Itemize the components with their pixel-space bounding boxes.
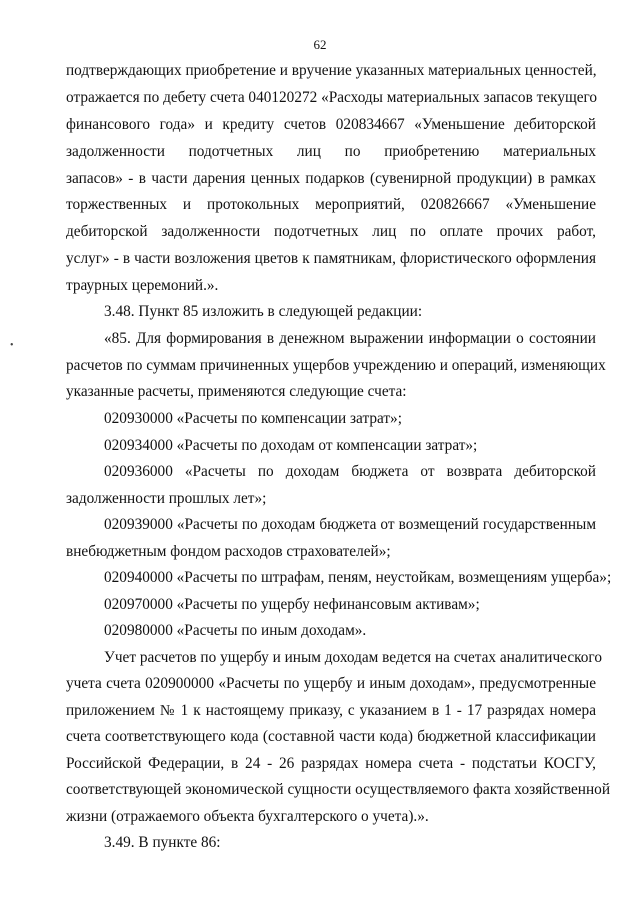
text-line: жизни (отражаемого объекта бухгалтерского о учета).». <box>66 808 429 825</box>
text-line: внебюджетным фондом расходов страхователей»; <box>66 543 391 560</box>
text-line: соответствующей экономической сущности осуществляемого факта хозяйственной <box>66 781 611 798</box>
account-line: 020980000 «Расчеты по иным доходам». <box>104 622 367 639</box>
account-line: 020936000 «Расчеты по доходам бюджета от возврата дебиторской <box>104 463 596 480</box>
scan-dot: • <box>10 340 14 351</box>
text-line: счета соответствующего кода (составной части кода) бюджетной классификации <box>66 728 596 745</box>
text-line: Учет расчетов по ущербу и иным доходам ведется на счетах аналитического <box>104 649 602 666</box>
text-line: приложением № 1 к настоящему приказу, с указанием в 1 - 17 разрядах номера <box>66 702 596 719</box>
text-line: задолженности подотчетных лиц по приобретению материальных <box>66 143 596 160</box>
section-heading: 3.49. В пункте 86: <box>104 834 221 851</box>
text-line: подтверждающих приобретение и вручение указанных материальных ценностей, <box>66 62 597 79</box>
text-line: учета счета 020900000 «Расчеты по ущербу и иным доходам», предусмотренные <box>66 675 596 692</box>
page-number: 62 <box>313 37 327 52</box>
text-line: Российской Федерации, в 24 - 26 разрядах номера счета - подстатьи КОСГУ, <box>66 755 596 772</box>
account-line: 020939000 «Расчеты по доходам бюджета от возмещений государственным <box>104 516 596 533</box>
text-line: запасов» - в части дарения ценных подарков (сувенирной продукции) в рамках <box>66 170 596 187</box>
section-heading: 3.48. Пункт 85 изложить в следующей редакции: <box>104 303 423 320</box>
text-line: финансового года» и кредиту счетов 020834667 «Уменьшение дебиторской <box>66 116 596 133</box>
text-line: расчетов по суммам причиненных ущербов учреждению и операций, изменяющих <box>66 357 606 374</box>
account-line: 020934000 «Расчеты по доходам от компенсации затрат»; <box>104 437 478 454</box>
text-line: торжественных и протокольных мероприятий, 020826667 «Уменьшение <box>66 196 596 213</box>
text-line: услуг» - в части возложения цветов к памятникам, флористического оформления <box>66 250 596 267</box>
text-line: дебиторской задолженности подотчетных лиц по оплате прочих работ, <box>66 223 596 240</box>
text-line: указанные расчеты, применяются следующие счета: <box>66 383 407 400</box>
text-line: отражается по дебету счета 040120272 «Расходы материальных запасов текущего <box>66 89 598 106</box>
text-line: задолженности прошлых лет»; <box>66 490 267 507</box>
account-line: 020970000 «Расчеты по ущербу нефинансовым активам»; <box>104 596 480 613</box>
account-line: 020930000 «Расчеты по компенсации затрат»; <box>104 410 402 427</box>
account-line: 020940000 «Расчеты по штрафам, пеням, неустойкам, возмещениям ущерба»; <box>104 569 612 586</box>
text-line: траурных церемоний.». <box>66 277 219 294</box>
text-line: «85. Для формирования в денежном выражении информации о состоянии <box>104 330 596 347</box>
